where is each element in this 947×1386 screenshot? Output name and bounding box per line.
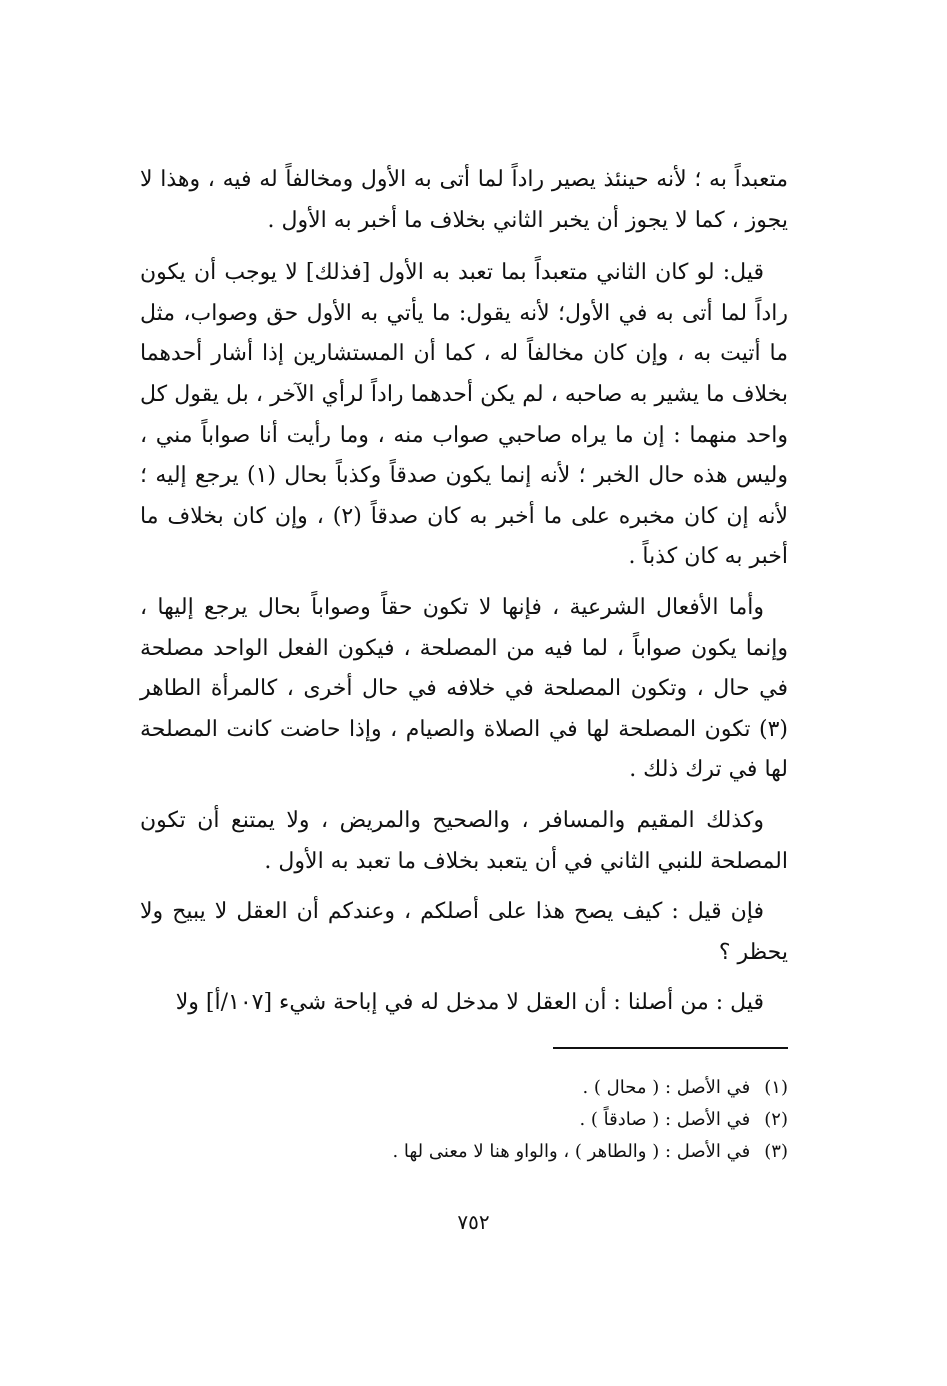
- page-number: ٧٥٢: [457, 1210, 490, 1234]
- footnote-text: في الأصل : ( صادقاً ) .: [579, 1109, 751, 1130]
- paragraph-3: وأما الأفعال الشرعية ، فإنها لا تكون حقاً وصواباً بحال يرجع إليها ، وإنما يكون صواباً ، لما فيه من المصلحة ، فيكون الفعل الواحد مصلحة في حال ، وتكون المصلحة في خلافه في حال أخرى ، كالمرأة الطاهر (٣) تكون المصلحة لها في الصلاة والصيام ، وإذا حاضت كانت المصلحة لها في ترك ذلك .: [140, 594, 788, 783]
- footnote-text: في الأصل : ( محال ) .: [582, 1077, 751, 1098]
- footnote-1: [140, 1072, 788, 1104]
- footnote-number: (٣): [764, 1141, 788, 1162]
- paragraph-2: قيل: لو كان الثاني متعبداً بما تعبد به الأول [فذلك] لا يوجب أن يكون راداً لما أتى به في الأول؛ لأنه يقول: ما يأتي به الأول حق وصواب، مثل ما أتيت به ، وإن كان مخالفاً له ، كما أن المستشارين إذا أشار أحدهما بخلاف ما يشير به صاحبه ، لم يكن أحدهما راداً لرأي الآخر ، بل يقول كل واحد منهما : إن ما يراه صاحبي صواب منه ، وما رأيت أنا صواباً مني ، وليس هذه حال الخبر ؛ لأنه إنما يكون صدقاً وكذباً بحال (١) يرجع إليه ؛ لأنه إن كان مخبره على ما أخبر به كان صدقاً (٢) ، وإن كان بخلاف ما أخبر به كان كذباً .: [140, 260, 788, 570]
- footnote-number: (٢): [764, 1109, 788, 1130]
- paragraph-1: متعبداً به ؛ لأنه حينئذ يصير راداً لما أتى به الأول ومخالفاً له فيه ، وهذا لا يجوز ، كما لا يجوز أن يخبر الثاني بخلاف ما أخبر به الأول .: [140, 167, 788, 233]
- footnote-2: [140, 1104, 788, 1136]
- footnote-text: في الأصل : ( والطاهر ) ، والواو هنا لا معنى لها .: [392, 1141, 751, 1162]
- main-text: [140, 160, 788, 1034]
- paragraph-5: فإن قيل : كيف يصح هذا على أصلكم ، وعندكم أن العقل لا يبيح ولا يحظر ؟: [140, 899, 788, 965]
- footnotes: [140, 1072, 788, 1168]
- paragraph-6: قيل : من أصلنا : أن العقل لا مدخل له في إباحة شيء [١٠٧/أ] ولا: [175, 990, 764, 1016]
- footnote-number: (١): [764, 1077, 788, 1098]
- paragraph-4: وكذلك المقيم والمسافر ، والصحيح والمريض ، ولا يمتنع أن تكون المصلحة للنبي الثاني في أن يتعبد بخلاف ما تعبد به الأول .: [140, 807, 788, 874]
- footnote-3: [140, 1136, 788, 1168]
- footnote-divider: [553, 1047, 788, 1049]
